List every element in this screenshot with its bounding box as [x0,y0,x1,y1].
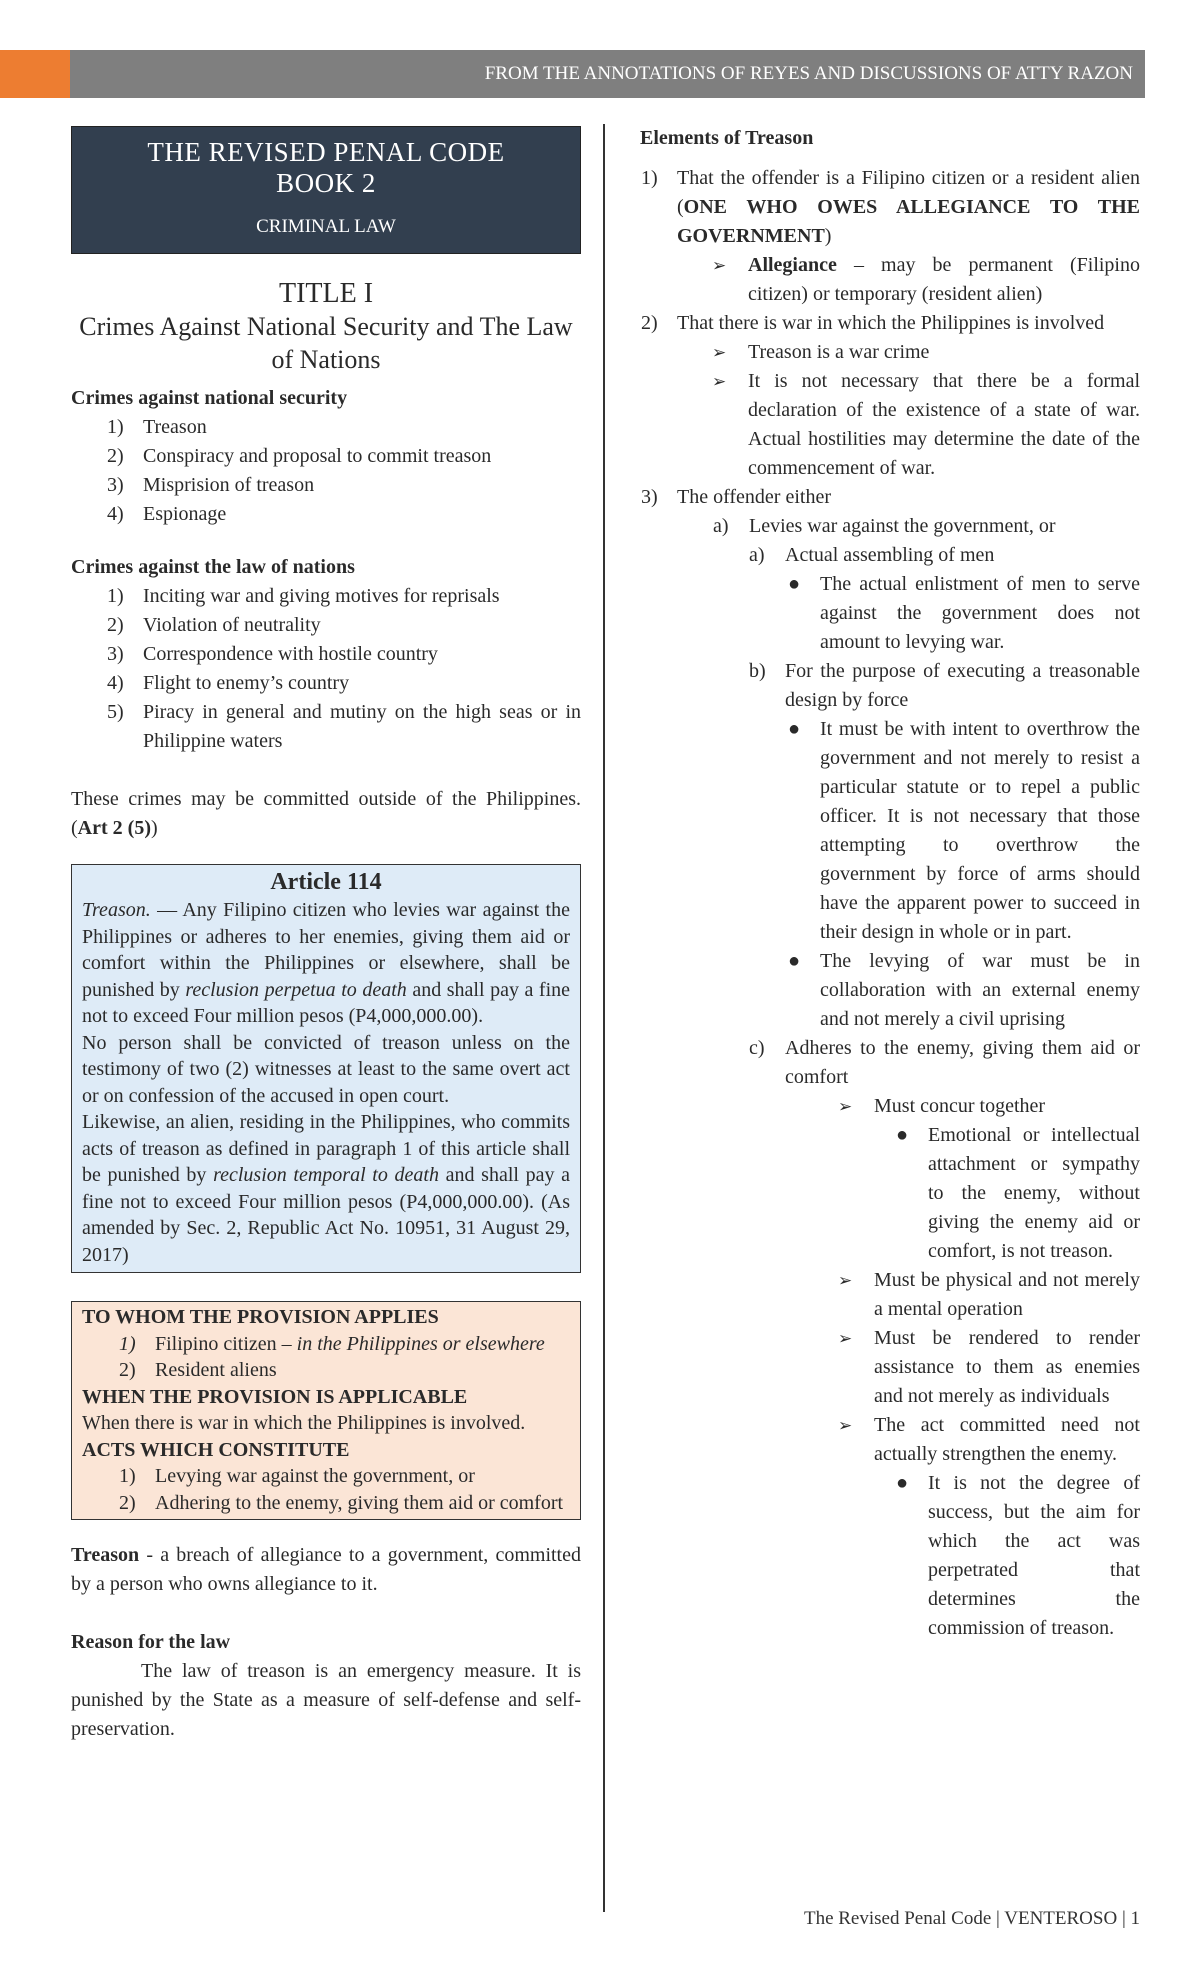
list-item: ➢ Must be rendered to render assistance to them as enemies and not merely as individuals [838,1324,1140,1411]
article-paragraph-2: No person shall be convicted of treason unless on the testimony of two (2) witnesses at least to the same overt act or on confession of the accused in open court. [82,1031,570,1107]
list-item: a) Actual assembling of men [749,544,995,566]
list-item: b) For the purpose of executing a treasonable design by force [749,660,1140,711]
list-item: 1) Filipino citizen – in the Philippines or elsewhere [119,1332,545,1355]
list-item: 5) Piracy in general and mutiny on the high seas or in Philippine waters [107,701,581,752]
arrow-bullet-icon: ➢ [712,256,727,275]
list-item: ➢ It is not necessary that there be a formal declaration of the existence of a state of war. Actual hostilities may determine the date of the commencement of war. [712,367,1140,483]
list-item: ➢ Allegiance – may be permanent (Filipino citizen) or temporary (resident alien) [712,251,1140,309]
page-footer: The Revised Penal Code | VENTEROSO | 1 [803,1908,1140,1929]
list-item: 2) Conspiracy and proposal to commit treason [107,445,492,467]
list-item: 2) Resident aliens [119,1359,277,1381]
bullet-icon: ● [896,1472,909,1494]
list-item: 2) Violation of neutrality [107,614,321,636]
reason-text: The law of treason is an emergency measure. It is punished by the State as a measure of self-defense and self-preservation. [71,1660,581,1740]
list-item: ● The levying of war must be in collaboration with an external enemy and not merely a civil uprising [784,947,1140,1034]
list-item: ➢ Must be physical and not merely a mental operation [838,1266,1140,1324]
national-security-heading: Crimes against national security [71,387,348,409]
list-item: 4) Flight to enemy’s country [107,672,350,694]
header-accent [0,50,70,98]
list-item: 3) Misprision of treason [107,474,315,496]
list-item: ● Emotional or intellectual attachment or sympathy to the enemy, without giving the enemy aid or comfort, is not treason. [892,1121,1140,1266]
title-box [71,126,581,254]
summary-heading-when: WHEN THE PROVISION IS APPLICABLE [82,1385,468,1408]
national-security-list [71,413,581,529]
header-banner: FROM THE ANNOTATIONS OF REYES AND DISCUSSIONS OF ATTY RAZON [70,50,1145,98]
list-item: ➢ Treason is a war crime [712,338,1140,367]
arrow-bullet-icon: ➢ [712,343,727,362]
bullet-icon: ● [788,718,801,740]
article-title: Article 114 [270,869,382,895]
outside-philippines-note: These crimes may be committed outside of the Philippines. (Art 2 (5)) [71,788,581,839]
title-box-line2: BOOK 2 [276,168,376,198]
title-subtitle: Crimes Against National Security and The Law of Nations [79,312,573,374]
element-1: 1) That the offender is a Filipino citizen or a resident alien (ONE WHO OWES ALLEGIANCE TO THE GOVERNMENT) [641,167,1140,247]
element-2: 2) That there is war in which the Philippines is involved [641,312,1105,334]
column-divider [603,124,605,1912]
arrow-bullet-icon: ➢ [838,1271,853,1290]
arrow-bullet-icon: ➢ [838,1329,853,1348]
elements-heading: Elements of Treason [640,127,814,149]
bullet-icon: ● [788,573,801,595]
summary-heading-whom: TO WHOM THE PROVISION APPLIES [82,1306,439,1328]
arrow-bullet-icon: ➢ [838,1416,853,1435]
list-item: ● The actual enlistment of men to serve against the government does not amount to levying war. [784,570,1140,657]
title-box-line1: THE REVISED PENAL CODE [147,137,505,167]
law-of-nations-heading: Crimes against the law of nations [71,556,355,578]
list-item: 3) Correspondence with hostile country [107,643,438,665]
treason-definition: Treason - a breach of allegiance to a government, committed by a person who owns allegiance to it. [71,1544,581,1595]
bullet-icon: ● [788,950,801,972]
bullet-icon: ● [896,1124,909,1146]
summary-when-text: When there is war in which the Philippines is involved. [82,1412,526,1434]
list-item: ● It must be with intent to overthrow the government and not merely to resist a particular statute or to repel a public officer. It is not necessary that those attempting to overthrow the government by force of arms should have the apparent power to succeed in their design in whole or in part. [784,715,1140,947]
list-item: 1) Inciting war and giving motives for reprisals [107,585,500,607]
provision-summary-box [71,1301,581,1520]
list-item: ➢ Must concur together [838,1092,1140,1121]
reason-heading: Reason for the law [71,1631,231,1653]
list-item: 2) Adhering to the enemy, giving them aid or comfort [119,1491,564,1514]
article-paragraph-3: Likewise, an alien, residing in the Philippines, who commits acts of treason as defined in paragraph 1 of this article shall be punished by reclusion temporal to death and shall pay a fine not to exceed Four million pesos (P4,000,000.00). (As amended by Sec. 2, Republic Act No. 10951, 31 August 29, 2017) [82,1111,571,1266]
list-item: c) Adheres to the enemy, giving them aid or comfort [749,1037,1140,1088]
summary-heading-acts: ACTS WHICH CONSTITUTE [82,1438,350,1461]
left-column [71,126,581,1744]
list-item: 4) Espionage [107,503,227,525]
element-3: 3) The offender either [641,486,831,508]
list-item: ➢ The act committed need not actually strengthen the enemy. [838,1411,1140,1469]
list-item: 1) Treason [107,416,207,438]
article-paragraph-1: Treason. — Any Filipino citizen who levies war against the Philippines or adheres to her enemies, giving them aid or comfort within the Philippines or elsewhere, shall be punished by reclusion perpetua to death and shall pay a fine not to exceed Four million pesos (P4,000,000.00). [82,899,571,1027]
title-box-line3: CRIMINAL LAW [256,216,396,237]
arrow-bullet-icon: ➢ [712,372,727,391]
list-item: 1) Levying war against the government, or [119,1465,475,1487]
right-column [640,124,1140,1643]
title-heading: TITLE I [278,278,374,309]
law-of-nations-list [71,582,581,756]
article-114-box [71,864,581,1273]
list-item: ● It is not the degree of success, but the aim for which the act was perpetrated that determines the commission of treason. [892,1469,1140,1643]
list-item: a) Levies war against the government, or [713,515,1056,537]
arrow-bullet-icon: ➢ [838,1097,853,1116]
